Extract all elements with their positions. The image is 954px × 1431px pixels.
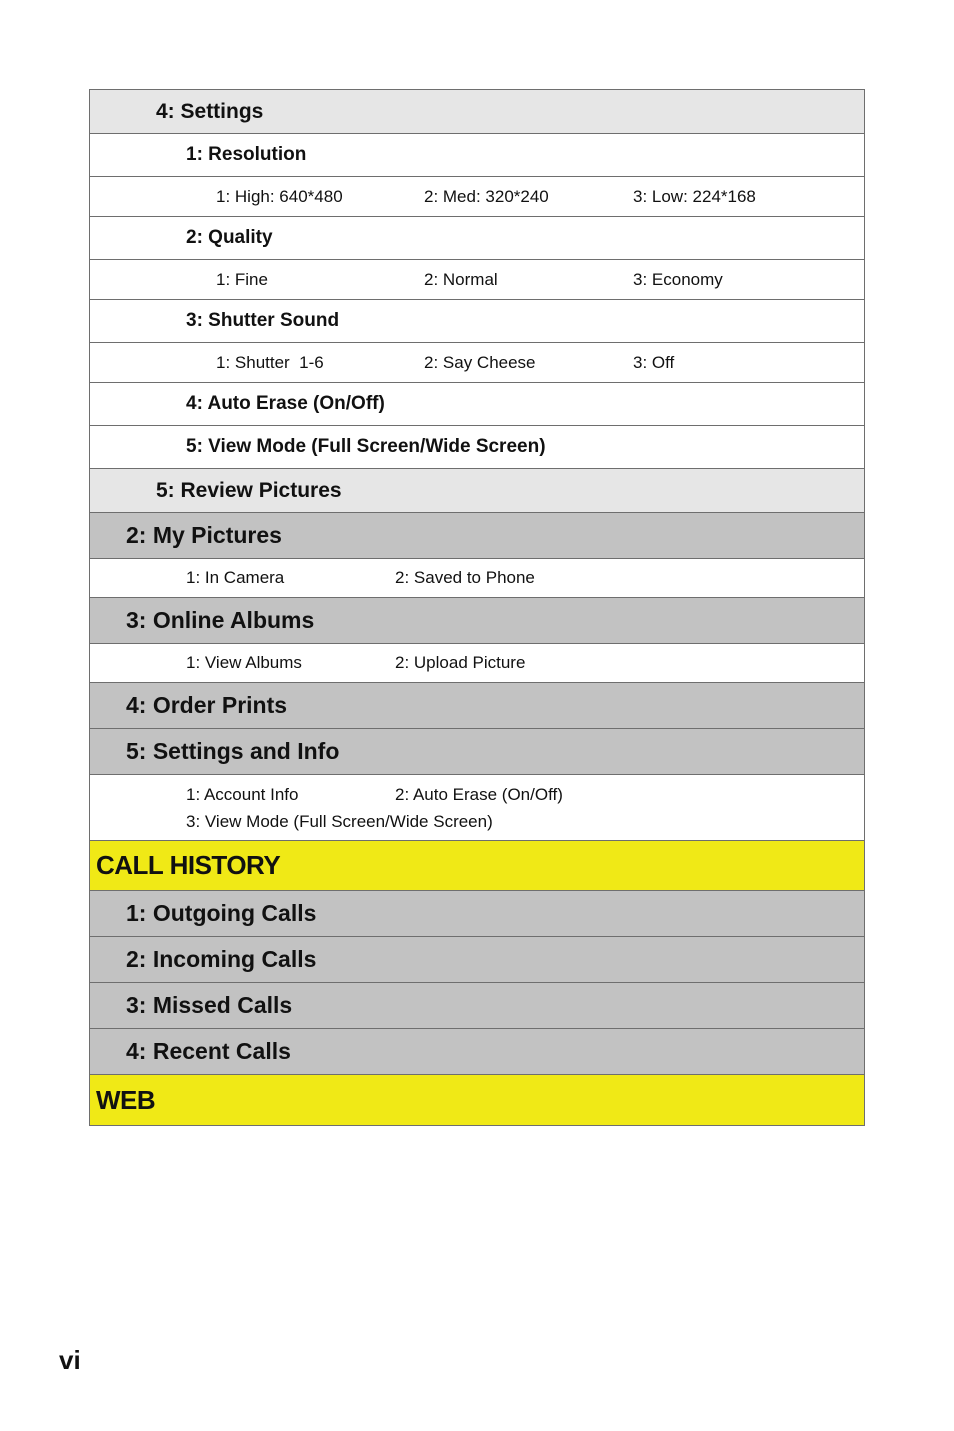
menu-item-quality[interactable]	[90, 217, 864, 260]
option-low[interactable]: 3: Low: 224*168	[633, 186, 756, 206]
menu-item-settings-and-info[interactable]	[90, 729, 864, 775]
section-title: WEB	[96, 1084, 156, 1115]
option-shutter[interactable]: 1: Shutter 1-6	[216, 352, 324, 372]
section-web[interactable]	[90, 1075, 864, 1125]
option-fine[interactable]: 1: Fine	[216, 269, 268, 289]
option-account-info[interactable]: 1: Account Info	[186, 784, 299, 804]
menu-item-order-prints[interactable]	[90, 683, 864, 729]
resolution-options	[90, 177, 864, 217]
option-normal[interactable]: 2: Normal	[424, 269, 498, 289]
option-economy[interactable]: 3: Economy	[633, 269, 723, 289]
menu-item-label: 4: Auto Erase (On/Off)	[186, 393, 385, 414]
menu-item-settings[interactable]	[90, 90, 864, 134]
menu-item-incoming-calls[interactable]	[90, 937, 864, 983]
section-title: CALL HISTORY	[96, 850, 281, 880]
menu-item-label: 3: Online Albums	[126, 607, 315, 633]
settings-info-line-1	[186, 781, 563, 808]
menu-item-label: 2: My Pictures	[126, 522, 282, 548]
menu-item-label: 4: Order Prints	[126, 692, 288, 718]
quality-options	[90, 260, 864, 300]
menu-item-missed-calls[interactable]	[90, 983, 864, 1029]
menu-item-label: 1: Resolution	[186, 144, 307, 165]
option-off[interactable]: 3: Off	[633, 352, 675, 372]
menu-item-recent-calls[interactable]	[90, 1029, 864, 1075]
option-med[interactable]: 2: Med: 320*240	[424, 186, 549, 206]
menu-item-resolution[interactable]	[90, 134, 864, 177]
menu-item-label: 4: Settings	[156, 99, 264, 123]
menu-item-label: 2: Quality	[186, 227, 273, 248]
option-high[interactable]: 1: High: 640*480	[216, 186, 343, 206]
menu-table	[89, 89, 865, 1126]
menu-item-label: 4: Recent Calls	[126, 1038, 291, 1064]
settings-info-options	[90, 775, 864, 841]
option-auto-erase[interactable]: 2: Auto Erase (On/Off)	[395, 784, 563, 804]
menu-item-label: 2: Incoming Calls	[126, 946, 317, 972]
menu-item-view-mode[interactable]	[90, 426, 864, 469]
menu-item-auto-erase[interactable]	[90, 383, 864, 426]
menu-item-label: 5: View Mode (Full Screen/Wide Screen)	[186, 436, 546, 457]
menu-item-shutter-sound[interactable]	[90, 300, 864, 343]
option-view-albums[interactable]: 1: View Albums	[186, 653, 302, 672]
menu-item-my-pictures[interactable]	[90, 513, 864, 559]
menu-item-label: 1: Outgoing Calls	[126, 900, 317, 926]
option-saved-to-phone[interactable]: 2: Saved to Phone	[395, 568, 535, 587]
option-view-mode[interactable]: 3: View Mode (Full Screen/Wide Screen)	[186, 811, 493, 831]
page-number: vi	[59, 1345, 81, 1375]
menu-item-online-albums[interactable]	[90, 598, 864, 644]
menu-item-outgoing-calls[interactable]	[90, 891, 864, 937]
my-pictures-options	[90, 559, 864, 598]
menu-item-label: 5: Settings and Info	[126, 738, 340, 764]
shutter-options	[90, 343, 864, 383]
online-albums-options	[90, 644, 864, 683]
menu-item-review-pictures[interactable]	[90, 469, 864, 513]
option-say-cheese[interactable]: 2: Say Cheese	[424, 352, 536, 372]
menu-item-label: 3: Missed Calls	[126, 992, 293, 1018]
menu-item-label: 3: Shutter Sound	[186, 310, 340, 331]
option-in-camera[interactable]: 1: In Camera	[186, 568, 285, 587]
section-call-history[interactable]	[90, 841, 864, 891]
menu-item-label: 5: Review Pictures	[156, 478, 342, 502]
option-upload-picture[interactable]: 2: Upload Picture	[395, 653, 526, 672]
